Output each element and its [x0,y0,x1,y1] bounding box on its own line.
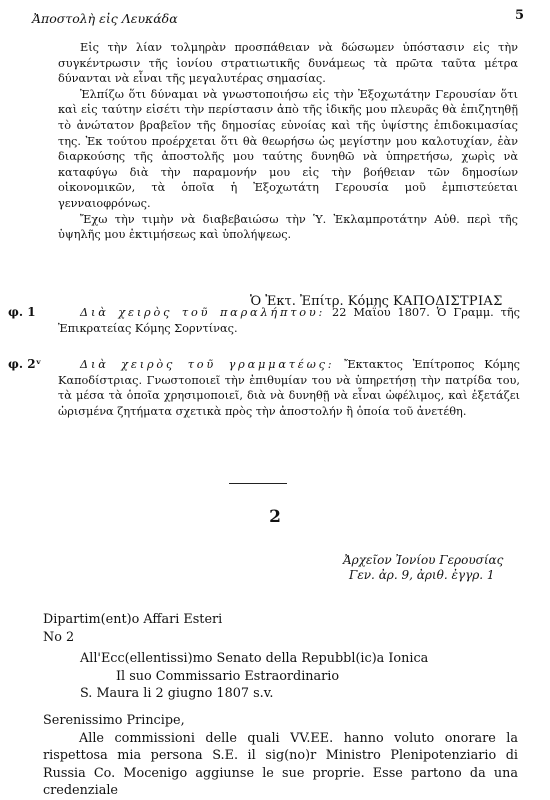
greek-paragraph-1: Εἰς τὴν λίαν τολμηρὰν προσπάθειαν νὰ δώσωμεν ὑπόστασιν εἰς τὴν συγκέντρωσιν τῆς ἰονίου στρατιωτικῆς δυνάμεως τὰ πρῶτα ταῦτα μέτρα δύνανται νὰ εἶναι τῆς μεγαλυτέρας σημασίας. [58,41,518,86]
hand-label: Διὰ χειρὸς τοῦ γραμματέως: [80,358,335,371]
running-title: Ἀποστολὴ εἰς Λευκάδα [32,11,178,26]
folio-note-1 [8,305,520,336]
number-line: No 2 [43,629,75,645]
note-body: Ἔκτακτος Ἐπίτροπος Κόμης Καποδίστριας. Γνωστοποιεῖ τὴν ἐπιθυμίαν του νὰ ὑπηρετήσῃ τὴν πατρίδα του, τὰ μέσα τὰ ὁποῖα χρησιμοποιεῖ, διὰ νὰ δυνηθῇ νὰ εἶναι ὠφέλιμος, καὶ ἐξετάζει ὡρισμένα ζητήματα σχετικὰ πρὸς τὴν ἀποστολήν ἢ ὁποία τοῦ ἀνετέθη. [58,358,520,418]
italian-address [80,650,550,703]
greek-paragraph-2: Ἐλπίζω ὅτι δύναμαι νὰ γνωστοποιήσω εἰς τὴν Ἐξοχωτάτην Γερουσίαν ὅτι καὶ εἰς ταύτην εἰσέτι τὴν περίστασιν ἀπὸ τῆς ἰδικῆς μου πλευρᾶς θὰ ἐπιζητηθῇ τὸ ἀνώτατον βραβεῖον τῆς δημοσίας εὐνοίας καὶ τῆς ὑψίστης ἐπιδοκιμασίας της. Ἐκ τούτου προέρχεται ὅτι θὰ θεωρήσω ὡς μεγίστην μου καλοτυχίαν, ἐὰν διαρκούσης τῆς ἀποστολῆς μου ταύτης δυνηθῶ νὰ ὑπηρετήσω, χωρὶς νὰ καταφύγω διὰ τὴν παραμονήν μου εἰς τὴν βοήθειαν τῶν δημοσίων οἰκονομικῶν, τὰ ὁποῖα ἡ Ἐξοχωτάτη Γερουσία μοῦ ἐμπιστεύεται γενναιοφρόνως. [58,87,518,210]
greek-letter-text [58,40,518,243]
signature-name: ΚΑΠΟΔΙΣΤΡΙΑΣ [393,294,503,309]
archive-shelfmark: Γεν. ἀρ. 9, ἀριθ. ἐγγρ. 1 [349,568,495,582]
sender-line: Il suo Commissario Estraordinario [116,668,340,684]
section-divider [229,483,287,484]
signature-prefix: Ὁ Ἐκτ. Ἐπίτρ. Κόμης [250,294,389,309]
italian-letterhead [43,611,518,646]
salutation: Serenissimo Principe, [43,713,185,728]
hand-label: Διὰ χειρὸς τοῦ παραλήπτου: [80,306,326,319]
department-line: Dipartim(ent)o Affari Esteri [43,612,223,627]
page-header [32,8,524,26]
note-body: 22 Μαΐου 1807. Ὁ Γραμμ. τῆς Ἐπικρατείας Κόμης Σορντίνας. [58,306,521,335]
folio-note-text [58,305,520,336]
greek-paragraph-3: Ἔχω τὴν τιμὴν νὰ διαβεβαιώσω τὴν Ὑ. Ἐκλαμπροτάτην Αὐθ. περὶ τῆς ὑψηλῆς μου ἐκτιμήσεως καὶ ὑπολήψεως. [58,212,518,242]
folio-note-2 [8,357,520,419]
addressee-line: All'Ecc(ellentissi)mo Senato della Repubbl(ic)a Ionica [80,651,429,666]
italian-paragraph: Alle commissioni delle quali VV.EE. hanno voluto onorare la rispettosa mia persona S.E. il sig(no)r Ministro Plenipotenziario di Russia Co. Mocenigo aggiunse le sue proprie. Esse partono da una credenziale [43,730,518,798]
place-date-line: S. Maura li 2 giugno 1807 s.v. [80,686,274,701]
page-number: 5 [514,8,524,23]
document-number: 2 [269,507,281,527]
archive-name: Ἀρχεῖον Ἰονίου Γερουσίας [343,553,504,567]
folio-label: φ. 2ᵛ [8,357,42,371]
archive-reference [343,553,503,583]
folio-note-text [58,357,520,419]
folio-label: φ. 1 [8,305,36,319]
italian-letter-body [43,712,518,800]
